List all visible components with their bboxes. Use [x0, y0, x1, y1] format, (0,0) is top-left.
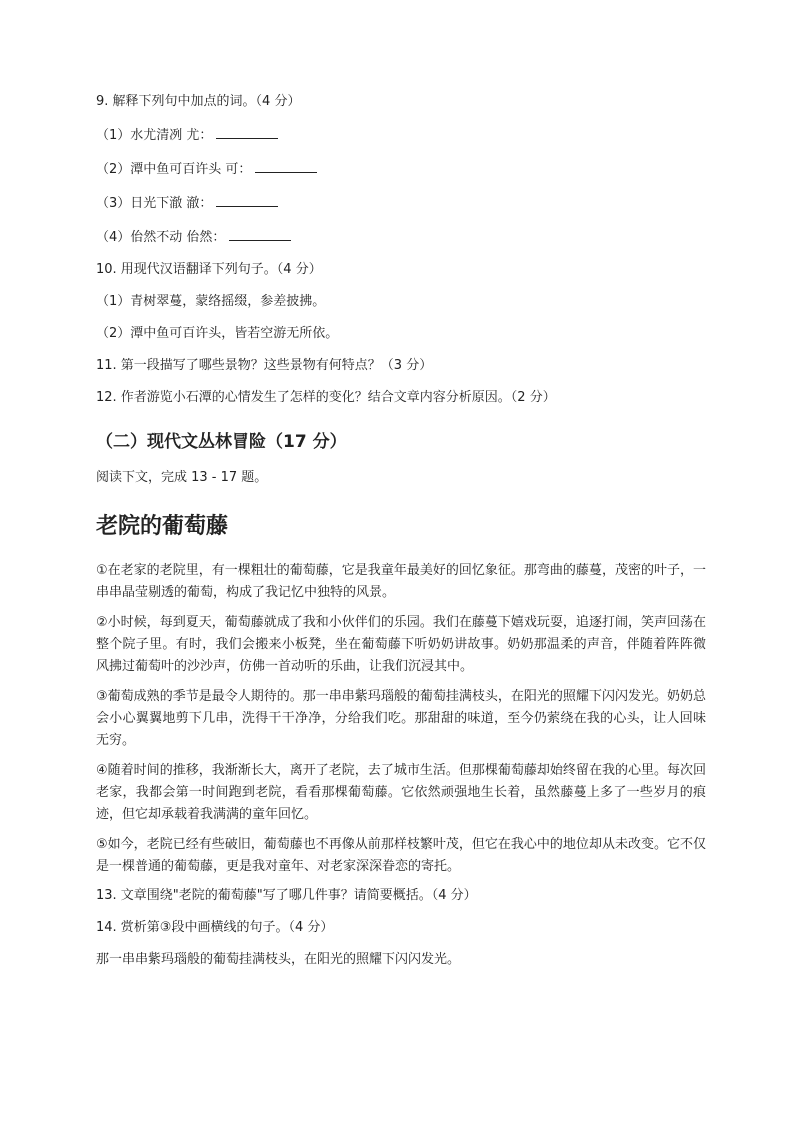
question-12: 12. 作者游览小石潭的心情发生了怎样的变化？结合文章内容分析原因。（2 分） — [96, 390, 556, 405]
question-9-item-2 — [96, 158, 706, 180]
section-2-instruction: 阅读下文，完成 13 - 17 题。 — [96, 470, 268, 485]
item-text: （2）潭中鱼可百许头 可： — [96, 162, 252, 177]
article-paragraph-2: ②小时候，每到夏天，葡萄藤就成了我和小伙伴们的乐园。我们在藤蔓下嬉戏玩耍，追逐打闹，笑声回荡在整个院子里。有时，我们会搬来小板凳，坐在葡萄藤下听奶奶讲故事。奶奶那温柔的声音，伴随着阵阵微风拂过葡萄叶的沙沙声，仿佛一首动听的乐曲，让我们沉浸其中。 — [96, 615, 706, 674]
question-9-item-3 — [96, 192, 706, 214]
article-title: 老院的葡萄藤 — [96, 514, 229, 539]
question-13: 13. 文章围绕"老院的葡萄藤"写了哪几件事？请简要概括。（4 分） — [96, 888, 477, 903]
question-14-quote: 那一串串紫玛瑙般的葡萄挂满枝头，在阳光的照耀下闪闪发光。 — [96, 952, 461, 967]
question-11: 11. 第一段描写了哪些景物？这些景物有何特点？（3 分） — [96, 358, 433, 373]
question-10-item-1: （1）青树翠蔓，蒙络摇缀，参差披拂。 — [96, 294, 326, 309]
question-9-stem: 9. 解释下列句中加点的词。（4 分） — [96, 94, 301, 109]
section-2-title: （二）现代文丛林冒险（17 分） — [96, 432, 347, 452]
question-14-stem: 14. 赏析第③段中画横线的句子。（4 分） — [96, 920, 334, 935]
article-paragraph-4: ④随着时间的推移，我渐渐长大，离开了老院，去了城市生活。但那棵葡萄藤却始终留在我的心里。每次回老家，我都会第一时间跑到老院，看看那棵葡萄藤。它依然顽强地生长着，虽然藤蔓上多了一些岁月的痕迹，但它却承载着我满满的童年回忆。 — [96, 763, 706, 822]
answer-blank[interactable] — [229, 226, 291, 241]
exam-page — [96, 92, 706, 982]
answer-blank[interactable] — [216, 192, 278, 207]
article-paragraph-3: ③葡萄成熟的季节是最令人期待的。那一串串紫玛瑙般的葡萄挂满枝头，在阳光的照耀下闪闪发光。奶奶总会小心翼翼地剪下几串，洗得干干净净，分给我们吃。那甜甜的味道，至今仍萦绕在我的心头，让人回味无穷。 — [96, 689, 706, 748]
article-paragraph-5: ⑤如今，老院已经有些破旧，葡萄藤也不再像从前那样枝繁叶茂，但它在我心中的地位却从未改变。它不仅是一棵普通的葡萄藤，更是我对童年、对老家深深眷恋的寄托。 — [96, 837, 706, 874]
question-10-stem: 10. 用现代汉语翻译下列句子。（4 分） — [96, 262, 322, 277]
item-text: （1）水尤清冽 尤： — [96, 128, 213, 143]
question-10-item-2: （2）潭中鱼可百许头，皆若空游无所依。 — [96, 326, 339, 341]
question-9-item-1 — [96, 124, 706, 146]
item-text: （4）佁然不动 佁然： — [96, 230, 226, 245]
answer-blank[interactable] — [216, 124, 278, 139]
question-9-item-4 — [96, 226, 706, 248]
answer-blank[interactable] — [255, 158, 317, 173]
article-paragraph-1: ①在老家的老院里，有一棵粗壮的葡萄藤，它是我童年最美好的回忆象征。那弯曲的藤蔓，茂密的叶子，一串串晶莹剔透的葡萄，构成了我记忆中独特的风景。 — [96, 563, 706, 600]
item-text: （3）日光下澈 澈： — [96, 196, 213, 211]
